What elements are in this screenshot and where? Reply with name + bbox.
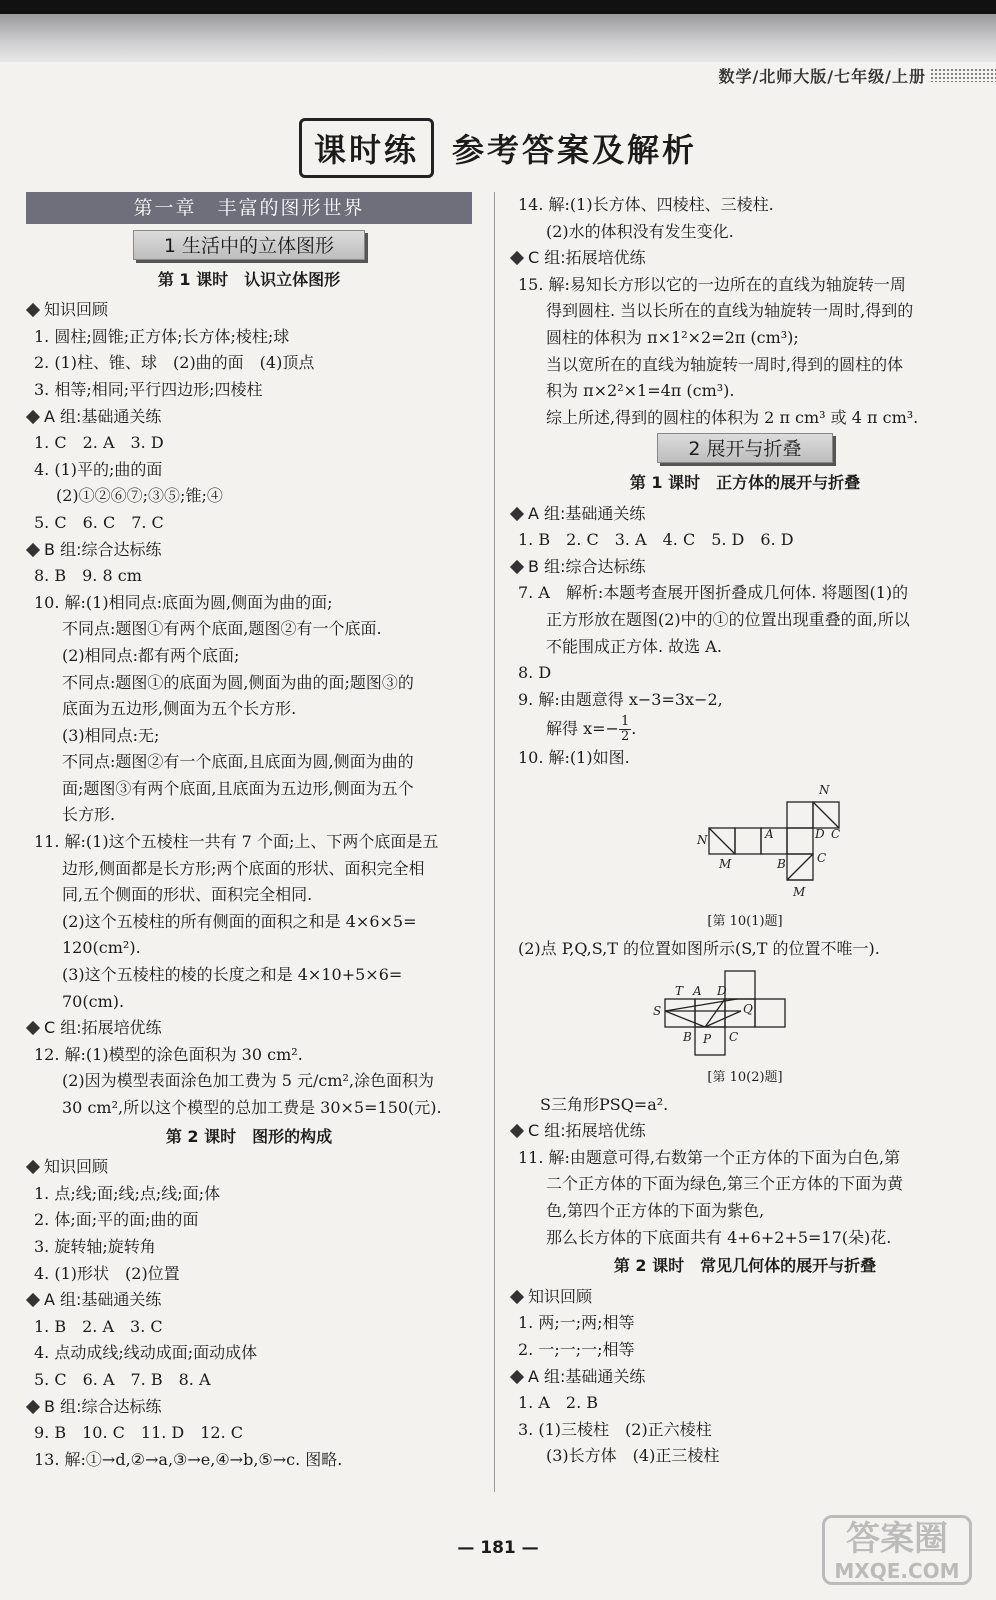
lesson-heading: 第 2 课时 常见几何体的展开与折叠 bbox=[613, 1256, 877, 1276]
answer-line: (2)相同点:都有两个底面; bbox=[62, 645, 240, 665]
page-number: — 181 — bbox=[457, 1538, 539, 1558]
diamond-icon bbox=[26, 1399, 40, 1413]
diamond-icon bbox=[510, 1290, 524, 1304]
answer-line: 二个正方体的下面为绿色,第三个正方体的下面为黄 bbox=[546, 1174, 904, 1194]
fig1-label: C bbox=[817, 850, 827, 865]
answer-line: 3. 旋转轴;旋转角 bbox=[34, 1236, 156, 1256]
answer-line: 积为 π×2²×1=4π (cm³). bbox=[546, 381, 735, 401]
answer-line: 色,第四个正方体的下面为紫色, bbox=[546, 1201, 765, 1221]
answer-line: 12. 解:(1)模型的涂色面积为 30 cm². bbox=[34, 1044, 303, 1064]
answer-line: 当以宽所在的直线为轴旋转一周时,得到的圆柱的体 bbox=[546, 354, 904, 374]
answer-line: 14. 解:(1)长方体、四棱柱、三棱柱. bbox=[518, 195, 774, 214]
title-box: 课时练 bbox=[299, 118, 434, 178]
answer-line: 不同点:题图②有一个底面,且底面为圆,侧面为曲的 bbox=[62, 752, 414, 772]
answer-line: 边形,侧面都是长方形;两个底面的形状、面积完全相 bbox=[62, 858, 425, 878]
book-series: 数学/北师大版/七年级/上册 bbox=[718, 67, 926, 86]
fig1-label: C bbox=[831, 826, 841, 841]
diamond-icon bbox=[510, 1124, 524, 1138]
answer-line: 10. 解:(1)如图. bbox=[518, 748, 630, 768]
answer-line: 底面为五边形,侧面为五个长方形. bbox=[62, 699, 297, 719]
answer-line: 不同点:题图①有两个底面,题图②有一个底面. bbox=[62, 619, 382, 639]
answer-line: 长方形. bbox=[62, 805, 116, 825]
answer-line: 1. C 2. A 3. D bbox=[34, 433, 164, 453]
answer-line: 3. (1)三棱柱 (2)正六棱柱 bbox=[518, 1419, 712, 1439]
fig1-label: M bbox=[719, 856, 732, 871]
answer-line: 4. 点动成线;线动成面;面动成体 bbox=[34, 1343, 258, 1363]
answer-line: (3)长方体 (4)正三棱柱 bbox=[546, 1446, 720, 1466]
header-band bbox=[0, 14, 996, 62]
answer-line: 4. (1)平的;曲的面 bbox=[34, 459, 163, 479]
answer-line: 9. B 10. C 11. D 12. C bbox=[34, 1423, 244, 1443]
answer-line: 8. B 9. 8 cm bbox=[34, 566, 142, 586]
answer-line: 9. 解:由题意得 x−3=3x−2, bbox=[518, 689, 723, 709]
answer-line: 2. (1)柱、锥、球 (2)曲的面 (4)顶点 bbox=[34, 353, 315, 373]
answer-line: (2)点 P,Q,S,T 的位置如图所示(S,T 的位置不唯一). bbox=[518, 939, 880, 959]
figure-caption: [第 10(2)题] bbox=[707, 1069, 783, 1085]
answer-line: 得到圆柱. 当以长所在的直线为轴旋转一周时,得到的 bbox=[546, 301, 914, 321]
fraction: $\frac{1}{2}$ bbox=[620, 714, 630, 745]
cube-net-diagram bbox=[645, 776, 845, 904]
header-dots bbox=[930, 68, 996, 82]
lesson-heading: 第 1 课时 认识立体图形 bbox=[157, 269, 341, 289]
fig2-label: S bbox=[653, 1004, 662, 1019]
answer-line: 120(cm²). bbox=[62, 938, 141, 958]
answer-line: (2)水的体积没有发生变化. bbox=[546, 221, 734, 241]
answer-line: 15. 解:易知长方形以它的一边所在的直线为轴旋转一周 bbox=[518, 274, 906, 294]
answer-line: 5. C 6. A 7. B 8. A bbox=[34, 1369, 211, 1389]
answer-line: 2. 体;面;平的面;曲的面 bbox=[34, 1210, 199, 1230]
answer-line: 70(cm). bbox=[62, 991, 125, 1011]
fig2-label: T bbox=[675, 984, 684, 999]
answer-line: 2. 一;一;一;相等 bbox=[518, 1340, 635, 1359]
group-heading: B 组:综合达标练 bbox=[26, 1394, 472, 1421]
answer-line: 11. 解:(1)这个五棱柱一共有 7 个面;上、下两个底面是五 bbox=[34, 832, 439, 852]
answer-line: (2)因为模型表面涂色加工费为 5 元/cm²,涂色面积为 bbox=[62, 1071, 435, 1091]
fig1-label: B bbox=[777, 856, 786, 871]
watermark-logo: 答案圈 MXQE.COM bbox=[822, 1515, 972, 1585]
answer-line: 7. A 解析:本题考查展开图折叠成几何体. 将题图(1)的 bbox=[518, 583, 909, 603]
fig1-label: N bbox=[819, 782, 830, 797]
fig1-label: D bbox=[815, 826, 825, 841]
answer-line: 30 cm²,所以这个模型的总加工费是 30×5=150(元). bbox=[62, 1098, 442, 1117]
group-heading: C 组:拓展培优练 bbox=[26, 1015, 472, 1042]
diamond-icon bbox=[510, 506, 524, 520]
answer-line: 不能围成正方体. 故选 A. bbox=[546, 636, 722, 656]
diamond-icon bbox=[26, 409, 40, 423]
answer-line: 1. B 2. A 3. C bbox=[34, 1316, 163, 1336]
fig1-label: N bbox=[697, 832, 708, 847]
answer-line: 10. 解:(1)相同点:底面为圆,侧面为曲的面; bbox=[34, 592, 333, 612]
group-heading: 知识回顾 bbox=[26, 1154, 472, 1181]
group-heading: C 组:拓展培优练 bbox=[510, 1118, 980, 1145]
fig1-label: A bbox=[765, 826, 774, 841]
group-heading: A 组:基础通关练 bbox=[510, 1364, 980, 1391]
answer-line: 8. D bbox=[518, 663, 552, 683]
answer-line: 13. 解:①→d,②→a,③→e,④→b,⑤→c. 图略. bbox=[34, 1449, 343, 1469]
diamond-icon bbox=[510, 560, 524, 574]
group-heading: B 组:综合达标练 bbox=[510, 554, 980, 581]
answer-line: 4. (1)形状 (2)位置 bbox=[34, 1263, 180, 1283]
title-text: 参考答案及解析 bbox=[452, 131, 698, 169]
section-heading: 2 展开与折叠 bbox=[657, 433, 832, 463]
cube-net-points-diagram bbox=[645, 967, 845, 1059]
answer-line: 1. B 2. C 3. A 4. C 5. D 6. D bbox=[518, 530, 794, 550]
answer-line: (2)①②⑥⑦;③⑤;锥;④ bbox=[56, 486, 223, 506]
answer-line: 11. 解:由题意可得,右数第一个正方体的下面为白色,第 bbox=[518, 1147, 901, 1167]
answer-line: 圆柱的体积为 π×1²×2=2π (cm³); bbox=[546, 327, 799, 347]
left-column bbox=[26, 192, 472, 1473]
fig2-label: P bbox=[703, 1032, 712, 1047]
answer-line: 解得 x=− $\frac{1}{2}$ . bbox=[546, 714, 637, 745]
group-heading: 知识回顾 bbox=[510, 1284, 980, 1311]
diamond-icon bbox=[26, 1160, 40, 1174]
figure-caption: [第 10(1)题] bbox=[707, 914, 783, 930]
answer-line: 面;题图③有两个底面,且底面为五边形,侧面为五个 bbox=[62, 778, 414, 798]
answer-line: (2)这个五棱柱的所有侧面的面积之和是 4×6×5= bbox=[62, 911, 417, 931]
answer-line: 5. C 6. C 7. C bbox=[34, 512, 164, 532]
top-bar bbox=[0, 0, 996, 14]
chapter-heading: 第一章 丰富的图形世界 bbox=[26, 192, 472, 224]
diamond-icon bbox=[26, 542, 40, 556]
group-heading: A 组:基础通关练 bbox=[26, 1287, 472, 1314]
group-heading: C 组:拓展培优练 bbox=[510, 245, 980, 272]
answer-line: S三角形PSQ=a². bbox=[540, 1094, 669, 1114]
right-column bbox=[510, 192, 980, 1470]
figure-net-2 bbox=[510, 967, 980, 1088]
group-heading: B 组:综合达标练 bbox=[26, 537, 472, 564]
answer-line: 1. A 2. B bbox=[518, 1393, 599, 1413]
answer-line: 正方形放在题图(2)中的①的位置出现重叠的面,所以 bbox=[546, 609, 910, 629]
column-divider bbox=[494, 192, 495, 1492]
answer-line: 3. 相等;相同;平行四边形;四棱柱 bbox=[34, 379, 263, 399]
fig2-label: C bbox=[729, 1030, 739, 1045]
lesson-heading: 第 1 课时 正方体的展开与折叠 bbox=[629, 472, 861, 492]
answer-line: 同,五个侧面的形状、面积完全相同. bbox=[62, 885, 313, 905]
fig1-label: M bbox=[793, 884, 806, 899]
answer-line: 1. 两;一;两;相等 bbox=[518, 1313, 635, 1333]
lesson-heading: 第 2 课时 图形的构成 bbox=[165, 1126, 333, 1146]
answer-line: 那么长方体的下底面共有 4+6+2+5=17(朵)花. bbox=[546, 1227, 892, 1247]
group-heading: 知识回顾 bbox=[26, 297, 472, 324]
diamond-icon bbox=[26, 1293, 40, 1307]
answer-line: (3)这个五棱柱的棱的长度之和是 4×10+5×6= bbox=[62, 965, 403, 985]
answer-line: 1. 点;线;面;线;点;线;面;体 bbox=[34, 1183, 221, 1203]
fig2-label: Q bbox=[743, 1002, 753, 1017]
diamond-icon bbox=[26, 1021, 40, 1035]
page-title bbox=[0, 118, 996, 178]
fig2-label: B bbox=[683, 1030, 692, 1045]
group-heading: A 组:基础通关练 bbox=[26, 404, 472, 431]
answer-line: 综上所述,得到的圆柱的体积为 2 π cm³ 或 4 π cm³. bbox=[546, 407, 919, 427]
figure-net-1 bbox=[510, 776, 980, 933]
fig2-label: A bbox=[693, 984, 702, 999]
diamond-icon bbox=[510, 251, 524, 265]
diamond-icon bbox=[26, 303, 40, 317]
answer-line: 不同点:题图①的底面为圆,侧面为曲的面;题图③的 bbox=[62, 672, 414, 692]
fig2-label: D bbox=[717, 984, 727, 999]
section-heading: 1 生活中的立体图形 bbox=[133, 230, 365, 260]
group-heading: A 组:基础通关练 bbox=[510, 501, 980, 528]
answer-line: (3)相同点:无; bbox=[62, 725, 160, 745]
answer-line: 1. 圆柱;圆锥;正方体;长方体;棱柱;球 bbox=[34, 326, 290, 346]
diamond-icon bbox=[510, 1370, 524, 1384]
